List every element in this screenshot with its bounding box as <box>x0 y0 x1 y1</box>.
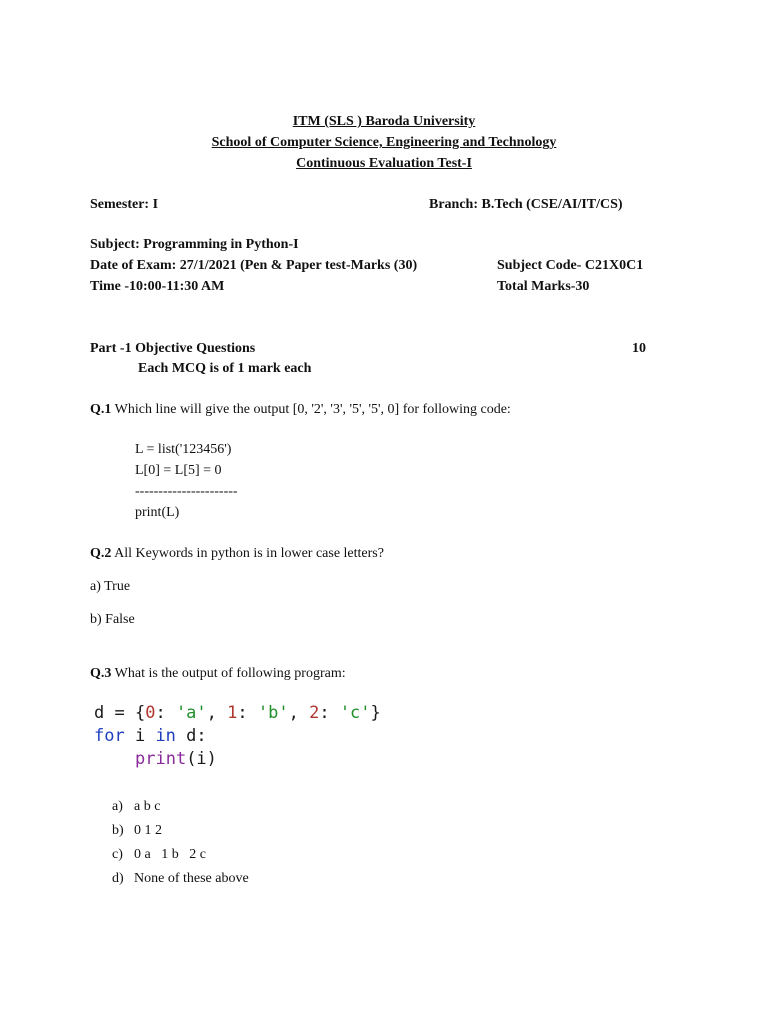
code-token: 'a' <box>175 703 207 723</box>
code-token: : <box>237 703 258 723</box>
code-token: , <box>206 703 228 723</box>
code-token: = { <box>104 703 146 723</box>
option-text: 0 1 2 <box>134 823 162 838</box>
q3-option <box>112 823 162 839</box>
question-text: What is the output of following program: <box>114 666 346 681</box>
question-number: Q.3 <box>90 666 112 681</box>
q1-code-line: ---------------------- <box>135 484 238 499</box>
subject: Subject: Programming in Python-I <box>90 237 299 252</box>
code-token: d <box>94 703 105 723</box>
option-text: a b c <box>134 799 161 814</box>
code-token: i <box>124 726 156 746</box>
branch: Branch: B.Tech (CSE/AI/IT/CS) <box>429 197 623 212</box>
code-token: : <box>319 703 340 723</box>
option-letter: b) <box>112 823 124 838</box>
question-number: Q.2 <box>90 546 112 561</box>
option-letter: c) <box>112 847 123 862</box>
q1-code-line: L = list('123456') <box>135 442 232 457</box>
option-letter: a) <box>112 799 123 814</box>
part1-title: Part -1 Objective Questions <box>90 341 256 356</box>
q1-code-line: L[0] = L[5] = 0 <box>135 463 222 478</box>
question-text: All Keywords in python is in lower case letters? <box>114 546 384 561</box>
code-token: for <box>94 726 125 746</box>
code-token: print <box>135 749 187 769</box>
part1-note: Each MCQ is of 1 mark each <box>138 361 312 376</box>
q3-code-line <box>94 703 381 723</box>
option-letter: d) <box>112 871 124 886</box>
code-token: 0 <box>145 703 156 723</box>
question-3 <box>90 666 346 682</box>
total-marks: Total Marks-30 <box>497 279 590 294</box>
code-token: 'c' <box>339 703 371 723</box>
code-token: 1 <box>227 703 238 723</box>
option-text: None of these above <box>134 871 249 886</box>
q3-code-line <box>135 749 217 769</box>
q2-option: b) False <box>90 612 135 627</box>
q3-option <box>112 871 249 887</box>
university-name: ITM (SLS ) Baroda University <box>292 114 476 129</box>
code-token: d: <box>175 726 207 746</box>
question-number: Q.1 <box>90 402 112 417</box>
test-title: Continuous Evaluation Test-I <box>296 156 472 171</box>
q3-option <box>112 799 160 815</box>
q1-code-line: print(L) <box>135 505 180 520</box>
school-name: School of Computer Science, Engineering and Technology <box>211 135 557 150</box>
exam-date: Date of Exam: 27/1/2021 (Pen & Paper test-Marks (30) <box>90 258 418 273</box>
option-text: 0 a 1 b 2 c <box>134 847 206 862</box>
code-token: } <box>370 703 381 723</box>
code-token: 'b' <box>257 703 289 723</box>
code-token: 2 <box>309 703 320 723</box>
part1-marks: 10 <box>632 341 646 356</box>
code-token: in <box>155 726 176 746</box>
question-2 <box>90 546 384 562</box>
semester: Semester: I <box>90 197 159 212</box>
code-token: : <box>155 703 176 723</box>
exam-time: Time -10:00-11:30 AM <box>90 279 225 294</box>
q2-option: a) True <box>90 579 131 594</box>
q3-code-line <box>94 726 207 746</box>
subject-code: Subject Code- C21X0C1 <box>497 258 644 273</box>
code-token: , <box>288 703 310 723</box>
question-text: Which line will give the output [0, '2', '3', '5', '5', 0] for following code: <box>114 402 511 417</box>
q3-option <box>112 847 206 863</box>
code-token: (i) <box>186 749 217 769</box>
question-1 <box>90 402 511 418</box>
